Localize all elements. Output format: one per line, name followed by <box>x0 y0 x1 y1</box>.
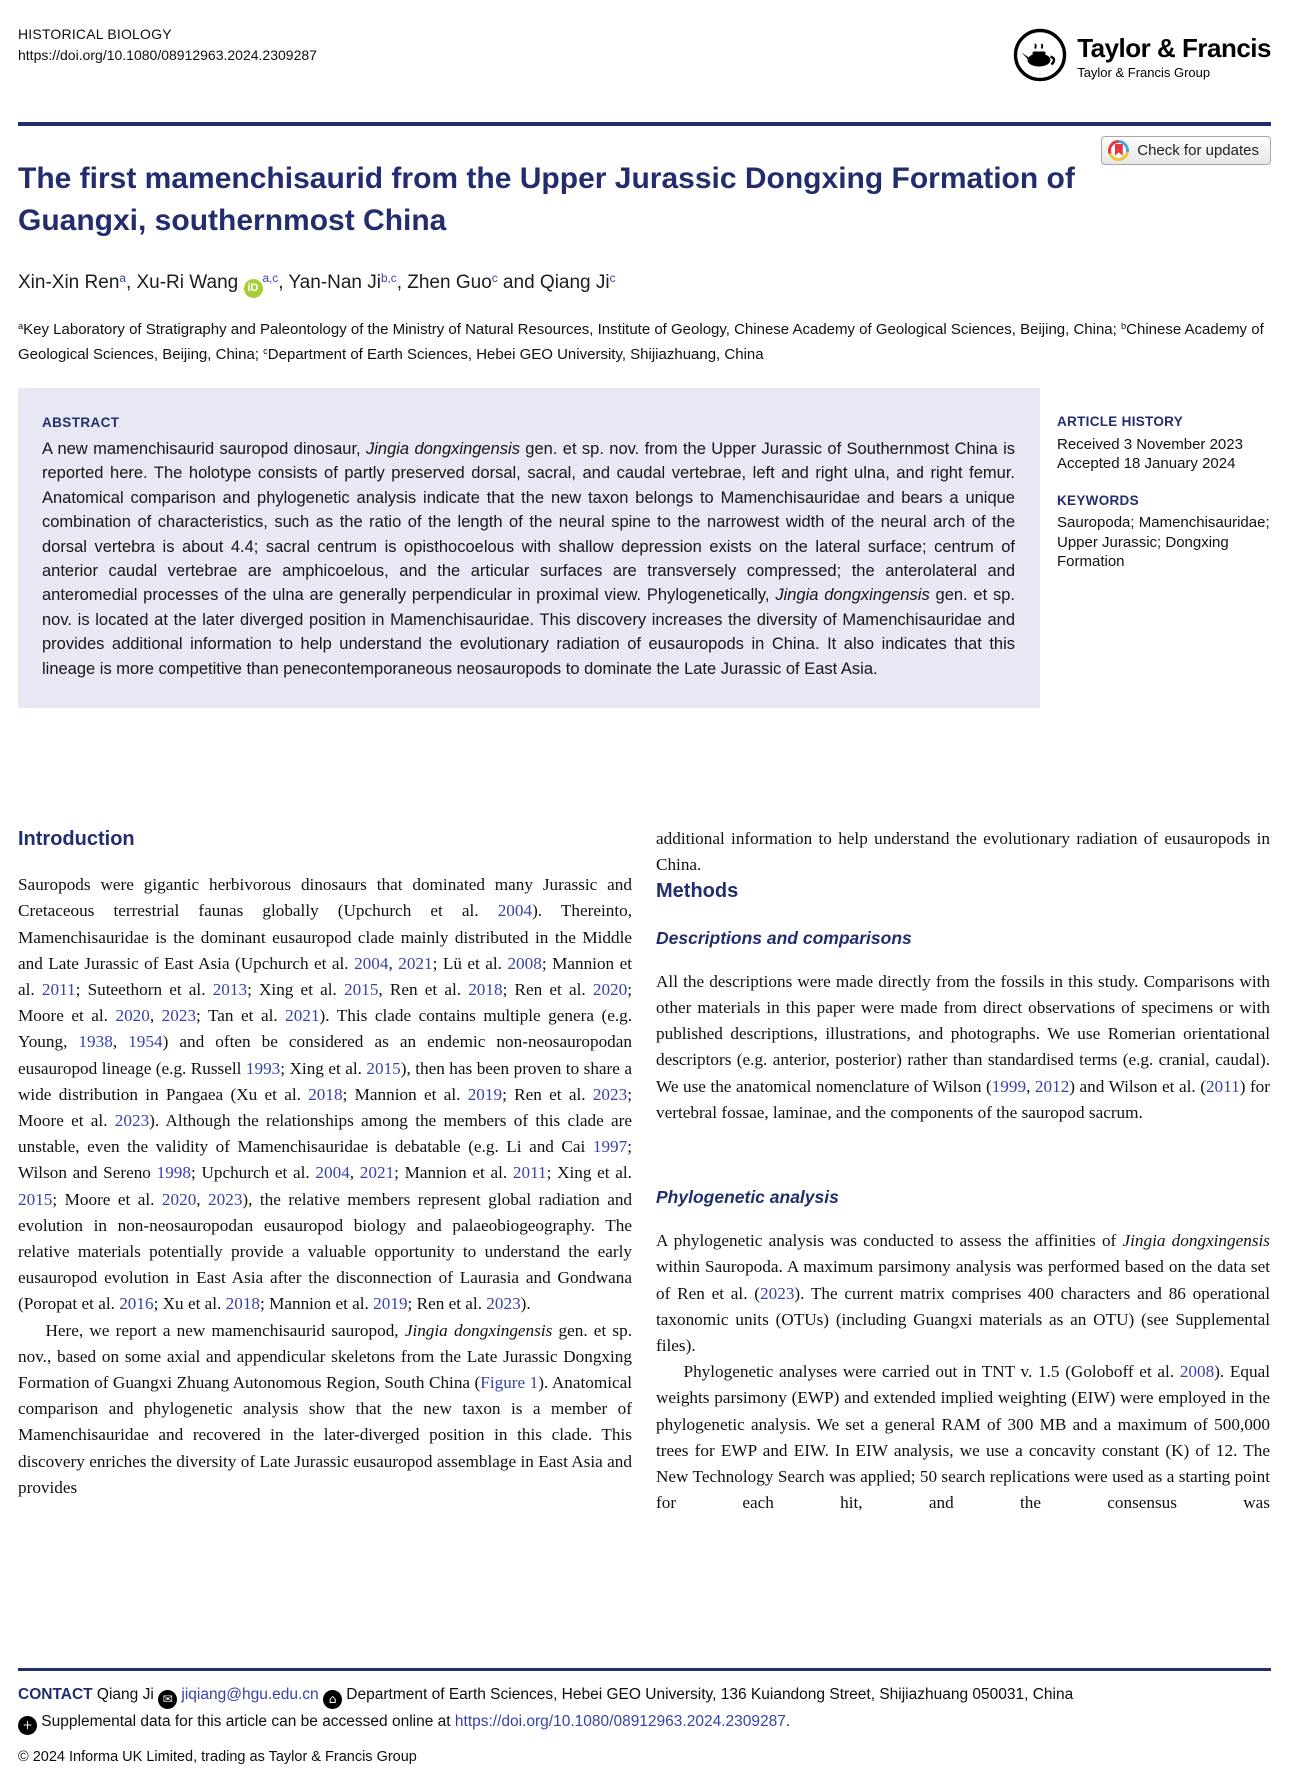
citation-link[interactable]: 2023 <box>161 1006 197 1026</box>
text-segment: a <box>119 271 126 285</box>
text-segment: , <box>149 1006 162 1026</box>
citation-link[interactable]: 2020 <box>161 1189 197 1209</box>
text-segment: Department of Earth Sciences, Hebei GEO University, Shijiazhuang, China <box>267 346 764 363</box>
text-segment: gen. et sp. nov., based on some axial and appendicular skeletons from the Late Jurassic Dongxing Formation of Guangxi Zhuang Autonomous Region, South China ( <box>18 1320 632 1393</box>
citation-link[interactable]: 2008 <box>507 953 542 973</box>
text-segment: Here, we report a new mamenchisaurid sauropod, <box>45 1320 405 1340</box>
text-segment: ). <box>520 1294 531 1314</box>
citation-link[interactable]: 1993 <box>245 1058 281 1078</box>
left-column <box>18 826 632 1516</box>
journal-name: HISTORICAL BIOLOGY <box>18 26 172 42</box>
introduction-heading: Introduction <box>18 828 135 850</box>
received-date: Received 3 November 2023 <box>1057 435 1243 453</box>
text-segment: ). Anatomical comparison and phylogenetic analysis show that the new taxon is a member of Mamenchisauridae and recovered in the later-diverged position in this clade. This discovery enriches the diversity of Late Jurassic eusauropod assemblage in East Asia and provides <box>18 1373 632 1497</box>
text-segment: ; Mannion et al. <box>394 1163 513 1183</box>
citation-link[interactable]: 2015 <box>344 980 379 1000</box>
descriptions-paragraph <box>656 969 1270 1126</box>
citation-link[interactable]: 1938 <box>78 1032 113 1052</box>
citation-link[interactable]: 2011 <box>512 1163 547 1183</box>
text-segment: ; Ren et al. <box>407 1294 487 1314</box>
citation-link[interactable]: 2021 <box>398 953 433 973</box>
supplemental-line <box>18 1709 1271 1736</box>
text-segment: Supplemental data for this article can be accessed online at <box>37 1712 455 1730</box>
text-segment: ), then has been proven to share a wide distribution in Pangaea (Xu et al. <box>18 1058 632 1104</box>
citation-link[interactable]: 2023 <box>114 1111 150 1131</box>
footer-rule <box>18 1668 1271 1671</box>
phylogenetic-paragraph-2 <box>656 1359 1270 1516</box>
text-segment: ; Upchurch et al. <box>190 1163 316 1183</box>
body-columns <box>18 826 1271 1516</box>
text-segment: b <box>1120 321 1127 332</box>
logo-brand: Taylor & Francis <box>1077 33 1271 64</box>
keywords-label: KEYWORDS <box>1057 492 1139 508</box>
text-segment: ; Xing et al. <box>546 1163 632 1183</box>
citation-link[interactable]: 2012 <box>1034 1076 1070 1096</box>
text-segment: Jingia dongxingensis <box>1122 1231 1270 1251</box>
citation-link[interactable]: 2021 <box>359 1163 395 1183</box>
text-segment: All the descriptions were made directly from the fossils in this study. Comparisons with other materials in this paper were made from direct observations of specimens or with published descriptions, illustrations, and photographs. We use Romerian orientational descriptors (e.g. anterior, posterior) rather than standardised terms (e.g. cranial, caudal). We use the anatomical nomenclature of Wilson ( <box>656 971 1270 1096</box>
text-segment: ; Moore et al. <box>18 1084 632 1131</box>
citation-link[interactable]: 2008 <box>1179 1362 1215 1382</box>
citation-link[interactable]: 2019 <box>373 1294 408 1314</box>
text-segment: within Sauropoda. A maximum parsimony analysis was performed based on the data set of Ren et al. ( <box>656 1257 1270 1303</box>
citation-link[interactable]: 2018 <box>225 1294 261 1314</box>
contact-line <box>18 1682 1271 1709</box>
journal-doi[interactable]: https://doi.org/10.1080/08912963.2024.2309287 <box>18 47 317 63</box>
text-segment: , <box>349 1163 360 1183</box>
article-title: The first mamenchisaurid from the Upper Jurassic Dongxing Formation of Guangxi, southernmost China <box>18 162 1075 237</box>
text-segment: c <box>609 271 616 285</box>
introduction-continuation <box>656 826 1270 878</box>
text-segment: A new mamenchisaurid sauropod dinosaur, <box>42 440 366 458</box>
text-segment: c <box>263 346 268 357</box>
logo-group: Taylor & Francis Group <box>1077 64 1211 80</box>
citation-link[interactable]: 2004 <box>315 1163 350 1183</box>
text-segment: ; Ren et al. <box>502 980 593 1000</box>
page-footer <box>18 1668 1271 1765</box>
text-segment: additional information to help understand the evolutionary radiation of eusauropods in China. <box>656 829 1270 875</box>
text-segment: and Qiang Ji <box>497 272 610 293</box>
text-segment: gen. et sp. nov. from the Upper Jurassic of Southernmost China is reported here. The holotype consists of partly preserved dorsal, sacral, and caudal vertebrae, left and right ulna, and right femur. Anatomical comparison and phylogenetic analysis indicate that the new taxon belongs to Mamenchisauridae and bears a unique combination of characteristics, such as the ratio of the length of the neural spine to the narrowest width of the neural arch of the dorsal vertebra is about 4.4; sacral centrum is opisthocoelous with shallow depression exists on the lateral surface; centrum of anterior caudal vertebrae are amphicoelous, and the articular surfaces are transversely compressed; the anterolateral and anteromedial processes of the ulna are generally perpendicular in proximal view. Phylogenetically, <box>42 440 1015 605</box>
text-segment: ; Mannion et al. <box>18 953 633 1000</box>
introduction-paragraph-2 <box>18 1318 632 1501</box>
citation-link[interactable]: 2011 <box>1205 1076 1240 1096</box>
citation-link[interactable]: 1997 <box>592 1137 628 1157</box>
citation-link[interactable]: 2016 <box>119 1294 154 1314</box>
keywords-text: Sauropoda; Mamenchisauridae; Upper Jurassic; Dongxing Formation <box>1057 514 1270 570</box>
text-segment: b,c <box>381 271 397 285</box>
article-history-label: ARTICLE HISTORY <box>1057 414 1184 429</box>
text-segment: a <box>18 321 24 332</box>
text-segment: , <box>196 1189 209 1209</box>
text-segment: . <box>785 1712 791 1730</box>
text-segment: Xin-Xin Ren <box>18 272 120 293</box>
citation-link[interactable]: 1998 <box>156 1163 191 1183</box>
citation-link[interactable]: 2018 <box>468 980 503 1000</box>
header-rule <box>18 122 1271 126</box>
methods-heading: Methods <box>656 880 739 903</box>
citation-link[interactable]: 2019 <box>467 1084 503 1104</box>
text-segment: ; Wilson and Sereno <box>18 1137 632 1183</box>
building-icon: ⌂ <box>323 1690 342 1709</box>
phylogenetic-heading: Phylogenetic analysis <box>656 1187 839 1208</box>
abstract-label: ABSTRACT <box>42 415 120 430</box>
citation-link[interactable]: 2020 <box>115 1006 150 1026</box>
text-segment: ). Although the relationships among the members of this clade are unstable, even the validity of Mamenchisauridae is debatable (e.g. Li and Cai <box>18 1111 632 1157</box>
teapot-icon <box>1013 28 1067 87</box>
text-segment: ; Moore et al. <box>52 1189 162 1209</box>
text-segment: Jingia dongxingensis <box>775 586 930 605</box>
citation-link[interactable]: 2023 <box>760 1283 795 1303</box>
text-segment: , Ren et al. <box>378 980 469 1000</box>
text-segment: Key Laboratory of Stratigraphy and Paleontology of the Ministry of Natural Resources, Institute of Geology, Chinese Academy of Geological Sciences, Beijing, China; <box>23 321 1121 338</box>
copyright-line: © 2024 Informa UK Limited, trading as Taylor & Francis Group <box>18 1749 417 1765</box>
citation-link[interactable]: 2021 <box>285 1006 320 1026</box>
text-segment: Jingia dongxingensis <box>404 1320 553 1340</box>
citation-link[interactable]: 2004 <box>354 953 389 973</box>
text-segment: ; Tan et al. <box>196 1006 286 1026</box>
author-list <box>18 272 1271 298</box>
text-segment: , Zhen Guo <box>396 272 492 293</box>
logo-text <box>1077 35 1271 79</box>
text-segment: gen. et sp. nov. is located at the later diverged position in Mamenchisauridae. This discovery increases the diversity of Mamenchisauridae and provides additional information to help understand the evolutionary radiation of eusauropods in China. It also indicates that this lineage is more competitive than penecontemporaneous neosauropods to dominate the Late Jurassic of East Asia. <box>42 586 1015 678</box>
text-segment: ; Ren et al. <box>502 1084 593 1104</box>
introduction-paragraph-1 <box>18 872 632 1317</box>
text-segment: ) and often be considered as an endemic non-neosauropodan eusauropod lineage (e.g. Russell <box>18 1032 632 1078</box>
taylor-francis-logo <box>1013 28 1271 87</box>
citation-link[interactable]: 2023 <box>592 1084 628 1104</box>
text-segment: ; Mannion et al. <box>342 1084 468 1104</box>
text-segment: Jingia dongxingensis <box>365 440 520 458</box>
supplemental-doi-link[interactable]: https://doi.org/10.1080/08912963.2024.2309287 <box>454 1712 786 1730</box>
text-segment: ; Xing et al. <box>280 1058 367 1078</box>
citation-link[interactable]: 2023 <box>486 1294 521 1314</box>
page-header <box>18 26 1271 87</box>
citation-link[interactable]: 1954 <box>128 1032 163 1052</box>
citation-link[interactable]: 2023 <box>208 1189 243 1209</box>
text-segment: ; Xing et al. <box>247 980 345 1000</box>
supplemental-data-icon: + <box>18 1716 37 1735</box>
text-segment: , Xu-Ri Wang <box>125 272 244 293</box>
text-segment: ; Suteethorn et al. <box>75 980 213 1000</box>
affiliations <box>18 318 1269 368</box>
phylogenetic-paragraph-1 <box>656 1228 1270 1359</box>
abstract-text <box>42 437 1015 681</box>
text-segment: ; Xu et al. <box>153 1294 226 1314</box>
abstract-box <box>18 388 1040 708</box>
descriptions-heading: Descriptions and comparisons <box>656 927 912 948</box>
citation-link[interactable]: 1999 <box>991 1076 1027 1096</box>
accepted-date: Accepted 18 January 2024 <box>1057 455 1236 472</box>
citation-link[interactable]: 2015 <box>366 1058 401 1078</box>
text-segment: c <box>491 271 498 285</box>
text-segment: Phylogenetic analyses were carried out in TNT v. 1.5 (Goloboff et al. <box>683 1362 1180 1382</box>
orcid-icon[interactable]: iD <box>244 279 263 298</box>
text-segment: ) and Wilson et al. ( <box>1069 1076 1206 1096</box>
text-segment: Chinese Academy of Geological Sciences, Beijing, China; <box>18 321 1264 363</box>
citation-link[interactable]: 2020 <box>592 980 628 1000</box>
text-segment: ). Thereinto, Mamenchisauridae is the dominant eusauropod clade mainly distributed in the Middle and Late Jurassic of East Asia (Upchurch et al. <box>18 901 632 973</box>
text-segment: ; Lü et al. <box>432 953 508 973</box>
text-segment: ). Equal weights parsimony (EWP) and extended implied weighting (EIW) were employed in the phylogenetic analysis. We set a general RAM of 300 MB and a maximum of 500,000 trees for EWP and EIW. In EIW analysis, we use a concavity constant (K) of 12. The New Technology Search was applied; 50 search replications were used as a starting point for each hit, and the consensus was <box>656 1362 1270 1513</box>
text-segment: ). This clade contains multiple genera (e.g. Young, <box>18 1006 633 1052</box>
text-segment: ). The current matrix comprises 400 characters and 86 operational taxonomic units (OTUs) (including Guangxi materials as an OTU) (see Supplemental files). <box>656 1283 1270 1356</box>
text-segment: Qiang Ji <box>92 1686 159 1703</box>
figure-1-link[interactable]: Figure 1 <box>480 1373 539 1393</box>
text-segment: CONTACT <box>18 1686 93 1703</box>
text-segment: , <box>112 1032 129 1052</box>
text-segment: ; Mannion et al. <box>260 1294 374 1314</box>
journal-block <box>18 26 317 63</box>
citation-link[interactable]: 2004 <box>497 901 533 921</box>
text-segment: Department of Earth Sciences, Hebei GEO University, 136 Kuiandong Street, Shijiazhuang 050031, China <box>342 1686 1074 1703</box>
text-segment: A phylogenetic analysis was conducted to assess the affinities of <box>656 1231 1123 1251</box>
text-segment: ) for vertebral fossae, laminae, and the components of the sauropod sacrum. <box>656 1076 1270 1122</box>
check-for-updates-label: Check for updates <box>1137 142 1259 159</box>
citation-link[interactable]: 2018 <box>308 1084 343 1104</box>
contact-email-link[interactable]: jiqiang@hgu.edu.cn <box>181 1686 319 1703</box>
text-segment: , <box>388 953 399 973</box>
text-segment: ), the relative members represent global radiation and evolution in non-neosauropodan eusauropod biology and palaeobiogeography. The relative materials potentially provide a valuable opportunity to understand the early eusauropod evolution in East Asia after the disconnection of Laurasia and Gondwana (Poropat et al. <box>18 1189 633 1314</box>
article-meta <box>1057 388 1271 572</box>
text-segment: Sauropods were gigantic herbivorous dinosaurs that dominated many Jurassic and Cretaceous terrestrial faunas globally (Upchurch et al. <box>18 875 632 921</box>
citation-link[interactable]: 2011 <box>41 980 76 1000</box>
text-segment: a,c <box>262 271 279 285</box>
envelope-icon: ✉ <box>158 1690 177 1709</box>
text-segment: ; Moore et al. <box>18 980 632 1026</box>
abstract-section <box>18 388 1271 708</box>
text-segment: , <box>1026 1076 1035 1096</box>
right-column <box>656 826 1270 1516</box>
text-segment: , Yan-Nan Ji <box>278 272 381 293</box>
citation-link[interactable]: 2013 <box>212 980 248 1000</box>
citation-link[interactable]: 2015 <box>18 1189 53 1209</box>
